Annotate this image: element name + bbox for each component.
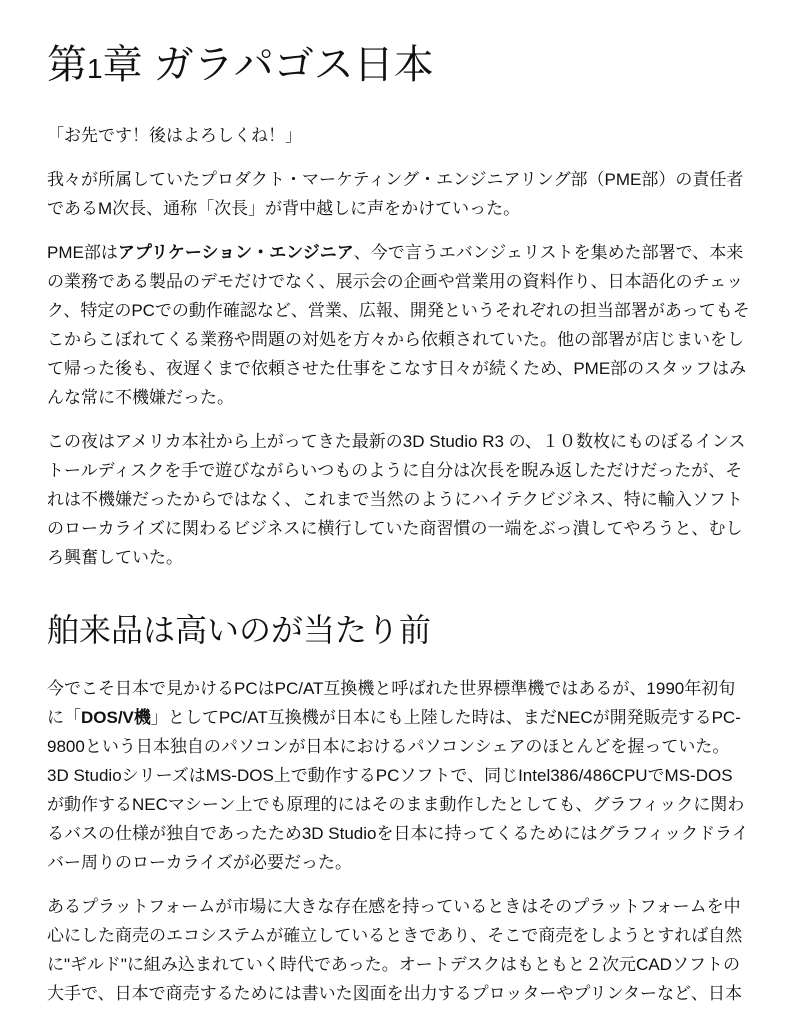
chapter-prefix: 第: [47, 43, 87, 87]
text-line: [47, 383, 747, 412]
text-segment: て帰った後も、夜遅くまで依頼させた仕事をこなす日々が続くため、PME部のスタッフはみ: [47, 359, 747, 378]
text-segment: 9800という日本独自のパソコンが日本におけるパソコンシェアのほとんどを握っていた。: [47, 737, 730, 756]
section-intro: [47, 121, 750, 572]
chapter-title: [47, 41, 747, 93]
text-line: [47, 267, 747, 296]
text-segment: バー周りのローカライズが必要だった。: [47, 853, 352, 872]
text-segment: 今でこそ日本で見かけるPCはPC/AT互換機と呼ばれた世界標準機ではあるが、1990年初旬: [47, 679, 736, 698]
section-heading: 舶来品は高いのが当たり前: [47, 612, 432, 648]
paragraph: [47, 121, 747, 150]
text-line: [47, 790, 747, 819]
text-segment: あるプラットフォームが市場に大きな存在感を持っているときはそのプラットフォームを中: [47, 897, 741, 916]
text-segment: れは不機嫌だったからではなく、これまで当然のようにハイテクビジネス、特に輸入ソフト: [47, 490, 743, 509]
section-imported-goods: [47, 674, 747, 1008]
text-line: [47, 514, 747, 543]
text-segment: のローカライズに関わるビジネスに横行していた商習慣の一端をぶっ潰してやろうと、むし: [47, 519, 743, 538]
text-segment: 「お先です！後はよろしくね！」: [47, 126, 302, 145]
text-line: [47, 121, 747, 150]
chapter-title-text: ガラパゴス日本: [153, 43, 434, 87]
text-segment: 、今で言うエバンジェリストを集めた部署で、本来: [353, 243, 744, 262]
text-segment: 大手で、日本で商売するためには書いた図面を出力するプロッターやプリンターなど、日本: [47, 984, 742, 1003]
text-line: [47, 950, 747, 979]
text-segment: こからこぼれてくる業務や問題の対処を方々から依頼されていた。他の部署が店じまいをし: [47, 330, 744, 349]
text-segment: 3D StudioシリーズはMS-DOS上で動作するPCソフトで、同じIntel386/486CPUでMS-DOS: [47, 766, 733, 785]
text-segment: ろ興奮していた。: [47, 548, 183, 567]
text-line: [47, 325, 747, 354]
text-line: [47, 819, 747, 848]
text-segment: 我々が所属していたプロダクト・マーケティング・エンジニアリング部（PME部）の責任者: [47, 170, 744, 189]
text-segment: PME部は: [47, 243, 118, 262]
text-segment: ク、特定のPCでの動作確認など、営業、広報、開発というそれぞれの担当部署があってもそ: [47, 301, 750, 320]
paragraph: [47, 165, 747, 223]
text-segment: トールディスクを手で遊びながらいつものように自分は次長を睨み返しただけだったが、そ: [47, 461, 743, 480]
text-line: [47, 238, 747, 267]
text-segment: が動作するNECマシーン上でも原理的にはそのまま動作したとしても、グラフィックに関わ: [47, 795, 745, 814]
text-line: [47, 674, 747, 703]
text-line: [47, 979, 747, 1008]
text-segment: るバスの仕様が独自であったため3D Studioを日本に持ってくるためにはグラフィックドライ: [47, 824, 749, 843]
text-segment: 」としてPC/AT互換機が日本にも上陸した時は、まだNECが開発販売するPC-: [150, 708, 741, 727]
text-line: [47, 456, 747, 485]
text-segment: この夜はアメリカ本社から上がってきた最新の3D Studio R3 の、１０数枚にものぼるインス: [47, 432, 746, 451]
bold-term: DOS/V機: [81, 708, 151, 727]
text-line: [47, 761, 747, 790]
text-segment: んな常に不機嫌だった。: [47, 388, 234, 407]
text-line: [47, 732, 747, 761]
text-segment: に"ギルド"に組み込まれていく時代であった。オートデスクはもともと２次元CADソフトの: [47, 955, 740, 974]
text-line: [47, 427, 747, 456]
text-segment: の業務である製品のデモだけでなく、展示会の企画や営業用の資料作り、日本語化のチェッ: [47, 272, 744, 291]
paragraph: [47, 427, 747, 572]
text-line: [47, 354, 747, 383]
text-segment: 心にした商売のエコシステムが確立しているときであり、そこで商売をしようとすれば自然: [47, 926, 743, 945]
paragraph: [47, 892, 747, 1008]
text-line: [47, 165, 747, 194]
text-line: [47, 848, 747, 877]
chapter-suffix: 章: [102, 43, 143, 87]
text-segment: であるM次長、通称「次長」が背中越しに声をかけていった。: [47, 199, 521, 218]
text-line: [47, 194, 747, 223]
paragraph: [47, 238, 750, 412]
text-line: [47, 296, 750, 325]
bold-term: アプリケーション・エンジニア: [117, 243, 354, 262]
text-segment: に「: [47, 708, 81, 727]
text-line: [47, 892, 747, 921]
text-line: [47, 543, 747, 572]
document-page: [47, 41, 750, 1023]
text-line: [47, 703, 747, 732]
text-line: [47, 921, 747, 950]
paragraph: [47, 674, 747, 877]
chapter-number: 1: [87, 53, 103, 84]
text-line: [47, 485, 747, 514]
